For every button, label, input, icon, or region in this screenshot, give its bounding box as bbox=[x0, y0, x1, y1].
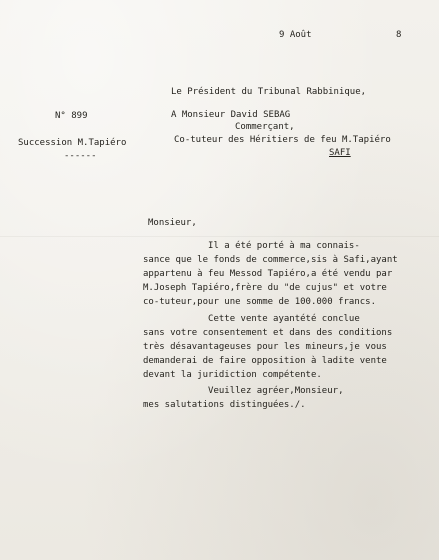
body-line: co-tuteur,pour une somme de 100.000 francs. bbox=[143, 297, 376, 307]
body-line: mes salutations distinguées./. bbox=[143, 400, 306, 410]
body-line: Il a été porté à ma connais- bbox=[143, 241, 360, 251]
page-number: 8 bbox=[396, 30, 402, 40]
recipient-role: Co-tuteur des Héritiers de feu M.Tapiéro bbox=[174, 135, 391, 145]
reference-number: N° 899 bbox=[55, 111, 88, 121]
paper-fold bbox=[0, 236, 439, 237]
body-line: sance que le fonds de commerce,sis à Safi,ayant bbox=[143, 255, 398, 265]
body-line: très désavantageuses pour les mineurs,je vous bbox=[143, 342, 387, 352]
body-line: M.Joseph Tapiéro,frère du "de cujus" et votre bbox=[143, 283, 387, 293]
body-line: Veuillez agréer,Monsieur, bbox=[143, 386, 344, 396]
reference-subject: Succession M.Tapiéro bbox=[18, 138, 127, 148]
recipient-occupation: Commerçant, bbox=[235, 122, 295, 132]
body-line: sans votre consentement et dans des conditions bbox=[143, 328, 393, 338]
reference-dashes: ------ bbox=[64, 151, 97, 161]
body-line: devant la juridiction compétente. bbox=[143, 370, 322, 380]
sender-line: Le Président du Tribunal Rabbinique, bbox=[171, 87, 367, 97]
body-line: Cette vente ayantété conclue bbox=[143, 314, 360, 324]
document-date: 9 Août bbox=[279, 30, 312, 40]
recipient-name: A Monsieur David SEBAG bbox=[171, 110, 291, 120]
recipient-city: SAFI bbox=[329, 148, 351, 158]
body-line: demanderai de faire opposition à ladite vente bbox=[143, 356, 387, 366]
salutation: Monsieur, bbox=[148, 218, 197, 228]
body-line: appartenu à feu Messod Tapiéro,a été vendu par bbox=[143, 269, 393, 279]
